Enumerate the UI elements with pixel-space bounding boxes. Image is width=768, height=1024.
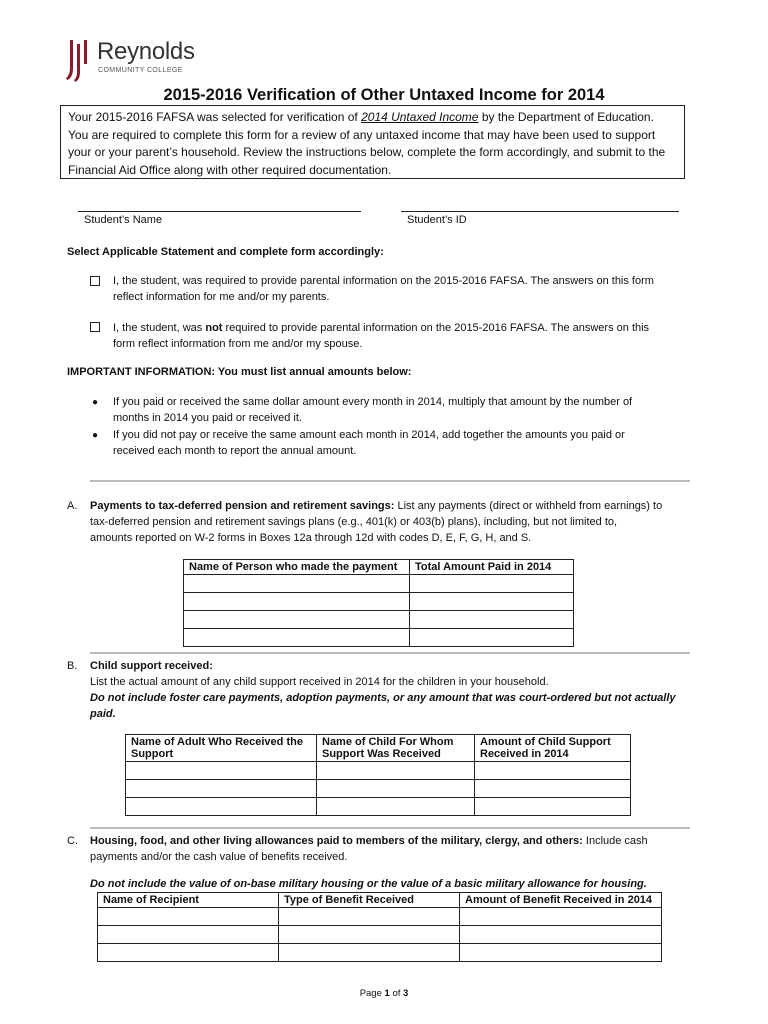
option-line: I, the student, was required to provide parental information on the 2015-2016 FAFSA. The answers on this form <box>113 275 654 287</box>
important-text: You must list annual amounts below: <box>215 366 412 378</box>
divider <box>90 827 690 829</box>
student-id-label: Student’s ID <box>407 214 467 226</box>
table-cell[interactable] <box>126 798 317 816</box>
section-a-table <box>183 559 574 647</box>
bullet-item <box>113 427 625 459</box>
bullet-line: received each month to report the annual amount. <box>113 445 357 457</box>
section-c-note <box>90 878 647 890</box>
bullet-line: If you did not pay or receive the same amount each month in 2014, add together the amounts you paid or <box>113 429 625 441</box>
table-cell[interactable] <box>460 908 662 926</box>
header-line: Name of Child For Whom <box>322 736 454 748</box>
table-cell[interactable] <box>410 629 574 647</box>
logo-subtitle: COMMUNITY COLLEGE <box>98 67 183 74</box>
section-c-heading: Housing, food, and other living allowances paid to members of the military, clergy, and others: <box>90 835 583 847</box>
section-a-line: tax-deferred pension and retirement savings plans (e.g., 401(k) or 403(b) plans), including, but not limited to, <box>90 516 618 528</box>
table-row <box>184 611 574 629</box>
table-cell[interactable] <box>475 780 631 798</box>
section-b-line: List the actual amount of any child support received in 2014 for the children in your household. <box>90 676 549 688</box>
table-row <box>184 593 574 611</box>
section-b-table <box>125 734 631 816</box>
divider <box>90 480 690 482</box>
footer-text: Page <box>359 988 385 999</box>
table-cell[interactable] <box>317 780 475 798</box>
bullet-icon: ● <box>92 430 99 441</box>
column-header: Total Amount Paid in 2014 <box>410 560 574 575</box>
intro-text: Your 2015-2016 FAFSA was selected for verification of <box>68 110 362 124</box>
option-line: form reflect information from me and/or my spouse. <box>113 338 363 350</box>
table-cell[interactable] <box>184 593 410 611</box>
table-cell[interactable] <box>410 611 574 629</box>
option-parental <box>113 273 654 305</box>
option-no-parental <box>113 320 649 352</box>
table-cell[interactable] <box>279 926 460 944</box>
page-title: 2015-2016 Verification of Other Untaxed Income for 2014 <box>163 86 605 104</box>
header-line: Support <box>131 748 174 760</box>
section-c-line: payments and/or the cash value of benefits received. <box>90 851 348 863</box>
option-text: required to provide parental information on the 2015-2016 FAFSA. The answers on this <box>222 322 650 334</box>
column-header <box>317 735 475 762</box>
section-b-note: Do not include foster care payments, adoption payments, or any amount that was court-ordered but not actually <box>90 692 676 704</box>
option-no-parental-checkbox[interactable] <box>90 322 100 332</box>
table-row <box>126 798 631 816</box>
section-c-note-text: Do not include the value of on-base military housing or the value of a basic military allowance for housing. <box>90 878 647 890</box>
table-row <box>184 629 574 647</box>
table-row <box>98 926 662 944</box>
section-c-line: Include cash <box>582 835 648 847</box>
page-footer <box>0 988 768 999</box>
student-id-field[interactable] <box>401 211 679 226</box>
table-cell[interactable] <box>98 908 279 926</box>
table-cell[interactable] <box>460 944 662 962</box>
divider <box>90 652 690 654</box>
column-header: Name of Person who made the payment <box>184 560 410 575</box>
student-name-label: Student’s Name <box>84 214 163 226</box>
logo-name: Reynolds <box>97 38 195 65</box>
page-total: 3 <box>403 988 409 999</box>
table-row <box>98 944 662 962</box>
important-label: IMPORTANT INFORMATION: <box>67 366 216 378</box>
table-cell[interactable] <box>184 575 410 593</box>
column-header <box>475 735 631 762</box>
header-line: Name of Adult Who Received the <box>131 736 303 748</box>
option-line: reflect information for me and/or my parents. <box>113 291 330 303</box>
section-a-line: amounts reported on W-2 forms in Boxes 12a through 12d with codes D, E, F, G, H, and S. <box>90 532 532 544</box>
header-line: Received in 2014 <box>480 748 569 760</box>
column-header <box>126 735 317 762</box>
section-c-text <box>90 833 648 865</box>
student-name-field[interactable] <box>78 211 361 226</box>
intro-emphasis: 2014 Untaxed Income <box>361 110 479 124</box>
table-cell[interactable] <box>279 944 460 962</box>
section-c-letter: C. <box>67 835 78 847</box>
footer-text: of <box>389 988 404 999</box>
section-c-table <box>97 892 662 962</box>
table-row <box>126 780 631 798</box>
table-cell[interactable] <box>410 575 574 593</box>
table-cell[interactable] <box>279 908 460 926</box>
select-heading: Select Applicable Statement and complete form accordingly: <box>67 246 384 258</box>
table-cell[interactable] <box>475 762 631 780</box>
section-b-heading: Child support received: <box>90 660 213 672</box>
bullet-item <box>113 394 632 426</box>
section-b-letter: B. <box>67 660 78 672</box>
section-a-heading: Payments to tax-deferred pension and retirement savings: <box>90 500 395 512</box>
column-header: Name of Recipient <box>98 893 279 908</box>
section-b-note: paid. <box>90 708 116 720</box>
table-row <box>98 908 662 926</box>
intro-text-cont: by the Department of Education. You are required to complete this form for a review of any untaxed income that may have been used to support your or your parent’s household. Review the instructions below, complete the form accordingly, and submit to the Financial Aid Office along with other required documentation. <box>68 110 666 177</box>
bullet-line: If you paid or received the same dollar amount every month in 2014, multiply that amount by the number of <box>113 396 633 408</box>
table-cell[interactable] <box>475 798 631 816</box>
header-line: Amount of Child Support <box>480 736 611 748</box>
table-cell[interactable] <box>98 944 279 962</box>
bullet-icon: ● <box>92 397 99 408</box>
table-row <box>184 575 574 593</box>
header-line: Support Was Received <box>322 748 441 760</box>
section-a-letter: A. <box>67 500 78 512</box>
option-text: I, the student, was <box>113 322 206 334</box>
table-cell[interactable] <box>126 780 317 798</box>
table-cell[interactable] <box>317 762 475 780</box>
intro-box <box>60 105 685 179</box>
table-cell[interactable] <box>410 593 574 611</box>
table-cell[interactable] <box>460 926 662 944</box>
section-a-line: List any payments (direct or withheld from earnings) to <box>394 500 663 512</box>
important-info <box>67 366 411 378</box>
bullet-line: months in 2014 you paid or received it. <box>113 412 302 424</box>
table-cell[interactable] <box>184 629 410 647</box>
table-cell[interactable] <box>317 798 475 816</box>
page-number: 1 <box>384 988 390 999</box>
table-cell[interactable] <box>98 926 279 944</box>
column-header: Type of Benefit Received <box>279 893 460 908</box>
column-header: Amount of Benefit Received in 2014 <box>460 893 662 908</box>
option-bold: not <box>205 322 223 334</box>
table-cell[interactable] <box>184 611 410 629</box>
section-b-text <box>90 658 676 722</box>
college-logo-icon <box>66 38 88 82</box>
table-row <box>126 762 631 780</box>
section-a-text <box>90 498 662 546</box>
table-cell[interactable] <box>126 762 317 780</box>
option-parental-checkbox[interactable] <box>90 276 100 286</box>
